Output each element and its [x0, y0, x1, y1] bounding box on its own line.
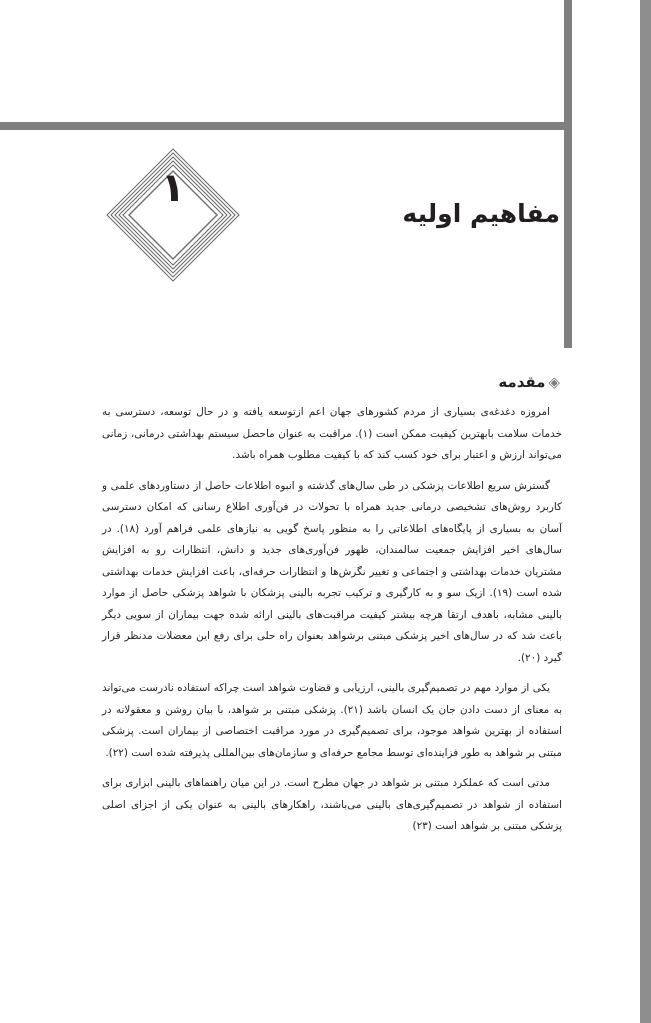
paragraph: یکی از موارد مهم در تصمیم‌گیری بالینی، ارزیابی و قضاوت شواهد است چراکه استفاده نادرست می‌تواند به معنای از دست دادن جان یک انسان باشد (۲۱). پزشکی مبتنی بر شواهد، با بیان روشن و معقولانه در استفاده از بهترین شواهد موجود، برای تصمیم‌گیری در مورد مراقبت اختصاصی از بیماران است. پزشکی مبتنی بر شواهد به طور فزاینده‌ای توسط مجامع حرفه‌ای و سازمان‌های بین‌المللی پذیرفته شده است (۲۲). — [102, 682, 562, 759]
paragraph: مدتی است که عملکرد مبتنی بر شواهد در جهان مطرح است. در این میان راهنماهای بالینی ابزاری برای استفاده از شواهد در تصمیم‌گیری‌های بالینی می‌باشند، راهکارهای بالینی به عنوان یکی از اجزای اصلی پزشکی مبتنی بر شواهد است (۲۳) — [102, 777, 562, 832]
body-text — [102, 402, 562, 847]
page-edge-bar — [640, 0, 651, 1023]
paragraph: گسترش سریع اطلاعات پزشکی در طی سال‌های گذشته و انبوه اطلاعات حاصل از دستاوردهای علمی و کاربرد روش‌های تشخیصی درمانی جدید همراه با تحولات در فن‌آوری اطلاع رسانی که امکان دسترسی آسان به بسیاری از پایگاه‌های اطلاعاتی را به منظور پاسخ گویی به نیازهای علمی فراهم آورد (۱۸). در سال‌های اخیر افزایش جمعیت سالمندان، ظهور فن‌آوری‌های جدید و دانش، انتظارات رو به افزایش مشتریان خدمات بهداشتی و اجتماعی و تغییر نگرش‌ها و انتظارات حرفه‌ای، باعث افزایش خدمات بهداشتی شده است (۱۹). ازیک سو و به کارگیری و ترکیب تجربه بالینی پزشکان با شواهد پزشکی حاصل از موارد بالینی مشابه، باهدف ارتقا هرچه بیشتر کیفیت مراقبت‌های بالینی ارائه شده جهت بیماران از سویی دیگر باعث شد که در سال‌های اخیر پزشکی مبتنی برشواهد بعنوان راه حلی برای رفع این معضلات مدنظر قرار گیرد (۲۰). — [102, 479, 562, 664]
paragraph: امروزه دغدغه‌ی بسیاری از مردم کشورهای جهان اعم ازتوسعه یافته و در حال توسعه، دسترسی به خدمات سلامت بابهترین کیفیت ممکن است (۱). مراقبت به عنوان ماحصل سیستم بهداشتی درمانی، زمانی می‌تواند ارزش و اعتبار برای خود کسب کند که با کیفیت مطلوب همراه باشد. — [102, 406, 562, 461]
diamond-bullet-icon: ◈ — [548, 373, 560, 391]
chapter-title: مفاهیم اولیه — [402, 199, 560, 228]
chapter-number: ۱ — [160, 165, 186, 211]
section-heading-text: مقدمه — [498, 373, 546, 391]
horizontal-rule — [0, 122, 572, 130]
chapter-diamond-emblem — [98, 140, 248, 290]
section-heading — [400, 372, 560, 392]
vertical-rule — [564, 0, 572, 348]
